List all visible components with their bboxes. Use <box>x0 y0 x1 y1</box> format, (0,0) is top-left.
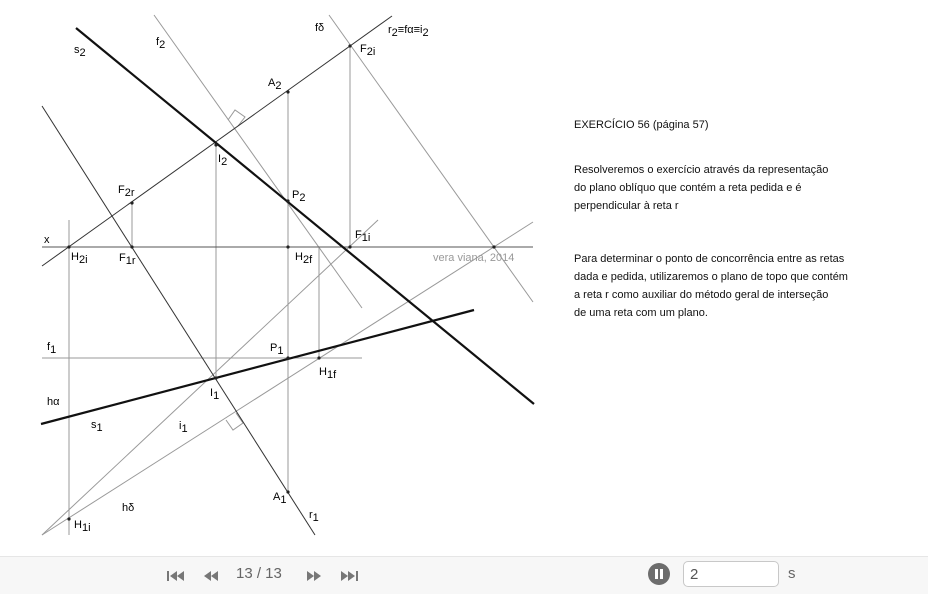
label-r2-eq: r2≡fα≡i2 <box>388 24 429 39</box>
label-s2: s2 <box>74 44 86 59</box>
first-slide-button[interactable] <box>164 567 186 585</box>
pause-button[interactable] <box>648 563 670 585</box>
point-A1 <box>286 490 289 493</box>
paragraph-line: do plano oblíquo que contém a reta pedida e é <box>574 182 802 194</box>
point-H1f <box>317 356 320 359</box>
paragraph-line: Para determinar o ponto de concorrência entre as retas <box>574 253 845 265</box>
label-H1i: H1i <box>74 519 91 534</box>
point-x-right <box>492 245 495 248</box>
explanation-paragraph-2 <box>574 250 884 322</box>
point-F2i <box>348 44 351 47</box>
label-P2: P2 <box>292 189 306 204</box>
drawing-credit: vera viana, 2014 <box>433 252 515 264</box>
label-A1: A1 <box>273 491 287 506</box>
exercise-title: EXERCÍCIO 56 (página 57) <box>574 119 709 131</box>
slide-counter: 13 / 13 <box>236 565 282 582</box>
label-F1i: F1i <box>355 229 371 244</box>
label-i1: i1 <box>179 420 188 435</box>
point-A2 <box>286 90 289 93</box>
explanation-paragraph-1 <box>574 161 874 215</box>
label-H2f: H2f <box>295 251 313 266</box>
last-slide-button[interactable] <box>339 567 361 585</box>
label-H1f: H1f <box>319 366 337 381</box>
line-r1 <box>42 106 315 535</box>
point-F1i <box>348 245 351 248</box>
label-x: x <box>44 234 50 246</box>
label-I2: I2 <box>218 153 228 168</box>
paragraph-line: a reta r como auxiliar do método geral de interseção <box>574 289 829 301</box>
point-F2r <box>130 201 133 204</box>
point-H2i <box>67 245 70 248</box>
line-s2 <box>76 28 534 404</box>
point-I1 <box>214 376 217 379</box>
point-P1 <box>286 356 289 359</box>
speed-input[interactable] <box>683 561 779 587</box>
label-h-delta: hδ <box>122 502 135 514</box>
paragraph-line: Resolveremos o exercício através da representação <box>574 164 829 176</box>
fast-forward-icon <box>303 567 325 585</box>
speed-unit-label: s <box>788 565 796 582</box>
point-I2 <box>214 143 217 146</box>
label-f2: f2 <box>156 36 166 51</box>
label-F2r: F2r <box>118 184 135 199</box>
skip-to-start-icon <box>164 567 186 585</box>
label-f-delta: fδ <box>315 22 325 34</box>
skip-to-end-icon <box>339 567 361 585</box>
paragraph-line: perpendicular à reta r <box>574 200 679 212</box>
point-H2f <box>286 245 289 248</box>
label-P1: P1 <box>270 342 284 357</box>
label-I1: I1 <box>210 387 220 402</box>
label-s1: s1 <box>91 419 103 434</box>
line-h-alpha <box>41 310 474 424</box>
label-F2i: F2i <box>360 43 376 58</box>
label-f1: f1 <box>47 341 57 356</box>
label-H2i: H2i <box>71 251 88 266</box>
label-r1: r1 <box>309 509 319 524</box>
label-F1r: F1r <box>119 252 136 267</box>
line-r2 <box>42 16 392 266</box>
point-P2 <box>286 199 289 202</box>
paragraph-line: de uma reta com um plano. <box>574 307 708 319</box>
rewind-icon <box>200 567 222 585</box>
paragraph-line: dada e pedida, utilizaremos o plano de topo que contém <box>574 271 848 283</box>
label-A2: A2 <box>268 77 282 92</box>
point-H1i <box>67 517 70 520</box>
next-slide-button[interactable] <box>303 567 325 585</box>
previous-slide-button[interactable] <box>200 567 222 585</box>
point-F1r <box>130 245 133 248</box>
label-h-alpha: hα <box>47 396 60 408</box>
